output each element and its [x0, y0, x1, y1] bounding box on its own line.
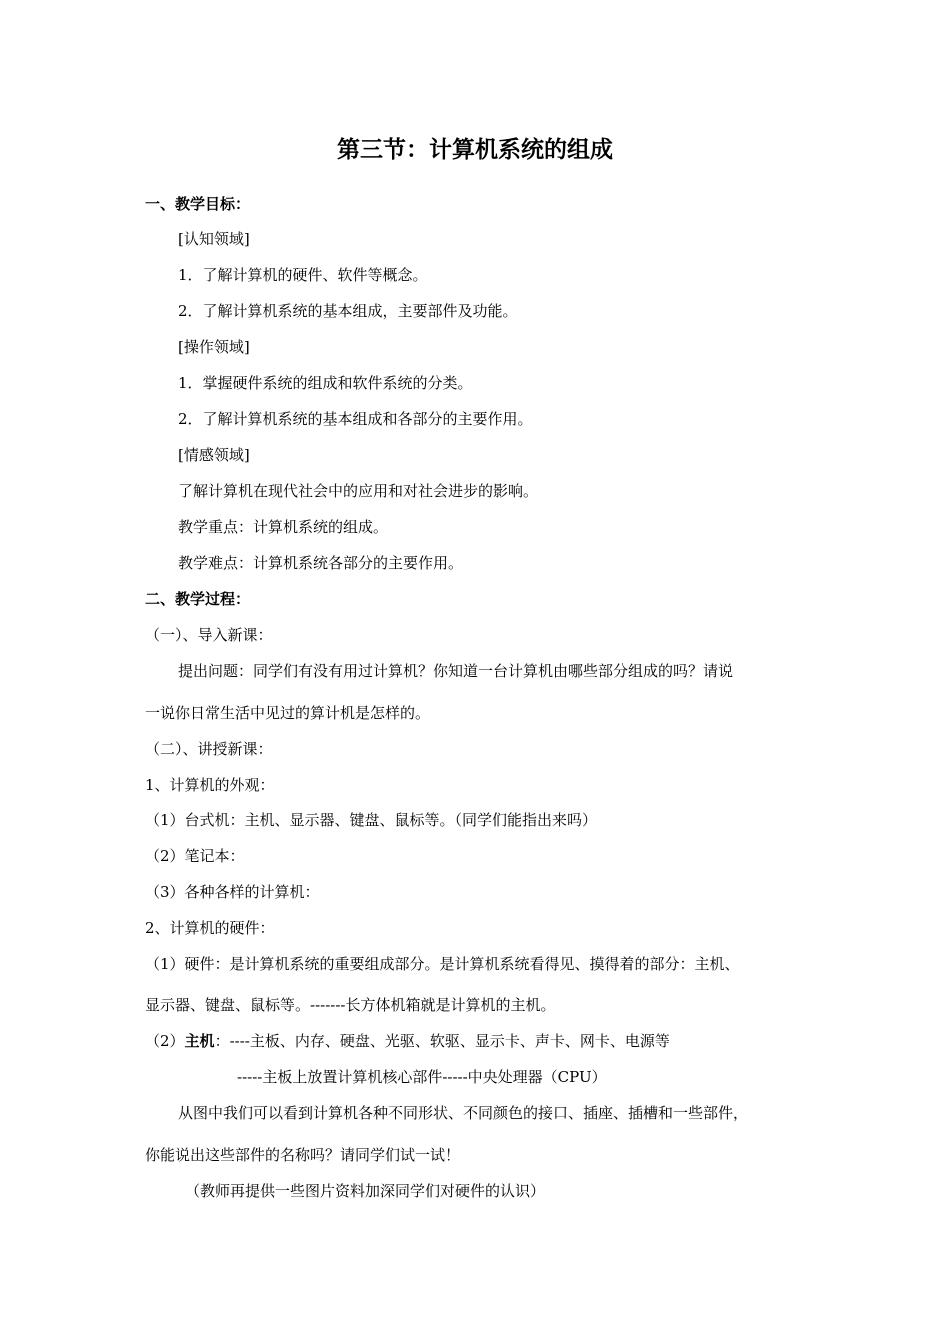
emotion-domain-label: [情感领域] [178, 446, 250, 464]
appearance-item-various: （3）各种各样的计算机： [145, 883, 320, 901]
operation-item-2: 2．了解计算机系统的基本组成和各部分的主要作用。 [178, 410, 533, 428]
cognitive-domain-label: [认知领域] [178, 230, 250, 248]
intro-text-line-2: 一说你日常生活中见过的算计机是怎样的。 [145, 704, 431, 722]
new-lesson-heading: （二）、讲授新课： [145, 740, 273, 758]
teaching-difficulty: 教学难点：计算机系统各部分的主要作用。 [178, 554, 464, 572]
section-heading-process: 二、教学过程： [145, 590, 251, 608]
appearance-item-laptop: （2）笔记本： [145, 847, 245, 865]
teaching-key-point: 教学重点：计算机系统的组成。 [178, 518, 389, 536]
host-components: ：----主板、内存、硬盘、光驱、软驱、显示卡、声卡、网卡、电源等 [214, 1032, 670, 1050]
cognitive-item-2: 2．了解计算机系统的基本组成，主要部件及功能。 [178, 302, 518, 320]
appearance-item-desktop: （1）台式机：主机、显示器、键盘、鼠标等。（同学们能指出来吗） [145, 811, 598, 829]
hardware-definition-line-2: 显示器、键盘、鼠标等。-------长方体机箱就是计算机的主机。 [145, 996, 556, 1014]
teacher-note: （教师再提供一些图片资料加深同学们对硬件的认识） [185, 1182, 546, 1200]
host-term: 主机 [184, 1032, 215, 1050]
hardware-heading: 2、计算机的硬件： [145, 919, 275, 937]
operation-domain-label: [操作领域] [178, 338, 250, 356]
host-cpu-line: -----主板上放置计算机核心部件-----中央处理器（CPU） [237, 1068, 607, 1086]
operation-item-1: 1．掌握硬件系统的组成和软件系统的分类。 [178, 374, 473, 392]
cognitive-item-1: 1．了解计算机的硬件、软件等概念。 [178, 266, 428, 284]
emotion-text: 了解计算机在现代社会中的应用和对社会进步的影响。 [178, 482, 539, 500]
intro-heading: （一）、导入新课： [145, 626, 273, 644]
host-components-line [145, 1031, 670, 1051]
appearance-heading: 1、计算机的外观： [145, 776, 275, 794]
hardware-definition-line-1: （1）硬件：是计算机系统的重要组成部分。是计算机系统看得见、摸得着的部分：主机、 [145, 955, 740, 973]
section-heading-objectives: 一、教学目标： [145, 195, 251, 213]
figure-text-line-2: 你能说出这些部件的名称吗？请同学们试一试！ [145, 1146, 461, 1164]
intro-text-line-1: 提出问题：同学们有没有用过计算机？你知道一台计算机由哪些部分组成的吗？请说 [178, 662, 734, 680]
figure-text-line-1: 从图中我们可以看到计算机各种不同形状、不同颜色的接口、插座、插槽和一些部件， [178, 1104, 749, 1122]
page-title: 第三节：计算机系统的组成 [337, 137, 613, 163]
host-prefix: （2） [145, 1032, 185, 1050]
